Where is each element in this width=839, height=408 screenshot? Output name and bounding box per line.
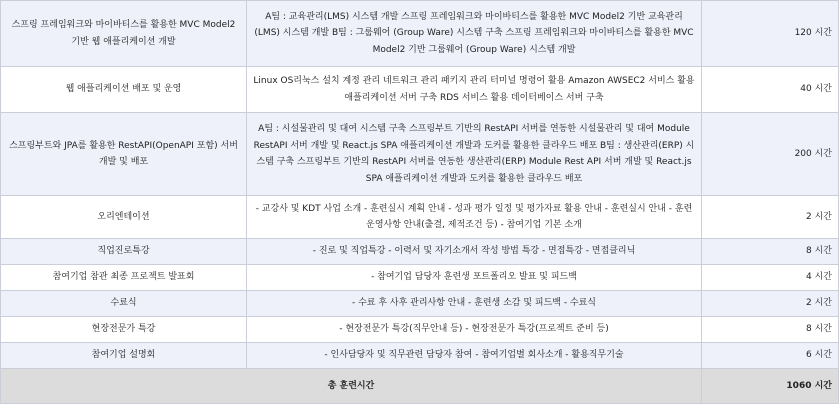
subject-cell: 웹 애플리케이션 배포 및 운영 [1,67,247,113]
total-label: 총 훈련시간 [1,369,702,404]
hours-cell: 200 시간 [702,113,839,196]
description-cell: - 교강사 및 KDT 사업 소개 - 훈련실시 계획 안내 - 성과 평가 일정 및 평가자료 활용 안내 - 훈련실시 안내 - 훈련 운영사항 안내(출결, 제적조건 등) - 참여기업 기본 소개 [247,196,702,239]
table-row [1,113,839,196]
subject-cell: 스프링부트와 JPA를 활용한 RestAPI(OpenAPI 포함) 서버 개발 및 배포 [1,113,247,196]
subject-cell: 참여기업 설명회 [1,343,247,369]
description-cell: - 참여기업 담당자 훈련생 포트폴리오 발표 및 피드백 [247,265,702,291]
table-row [1,67,839,113]
hours-cell: 4 시간 [702,265,839,291]
hours-cell: 2 시간 [702,291,839,317]
total-row [1,369,839,404]
description-cell: - 인사담당자 및 직무관련 담당자 참여 - 참여기업별 회사소개 - 활용직무기술 [247,343,702,369]
table-row [1,265,839,291]
hours-cell: 2 시간 [702,196,839,239]
subject-cell: 수료식 [1,291,247,317]
hours-cell: 120 시간 [702,1,839,67]
subject-cell: 스프링 프레임워크와 마이바티스를 활용한 MVC Model2 기반 웹 애플리케이션 개발 [1,1,247,67]
description-cell: - 진로 및 직업특강 - 이력서 및 자기소개서 작성 방법 특강 - 면접특강 - 면접클리닉 [247,239,702,265]
table-row [1,196,839,239]
hours-cell: 8 시간 [702,239,839,265]
subject-cell: 참여기업 참관 최종 프로젝트 발표회 [1,265,247,291]
subject-cell: 오리엔테이션 [1,196,247,239]
description-cell: A팀 : 교육관리(LMS) 시스템 개발 스프링 프레임워크와 마이바티스를 활용한 MVC Model2 기반 교육관리(LMS) 시스템 개발 B팀 : 그룹웨어 (Group Ware) 시스템 구축 스프링 프레임워크와 마이바티스를 활용한 MVC Model2 기반 그룹웨어 (Group Ware) 시스템 개발 [247,1,702,67]
description-cell: A팀 : 시설물관리 및 대여 시스템 구축 스프링부트 기반의 RestAPI 서버를 연동한 시설물관리 및 대여 Module RestAPI 서버 개발 및 React.js SPA 애플리케이션 개발과 도커를 활용한 클라우드 배포 B팀 : 생산관리(ERP) 시스템 구축 스프링부트 기반의 RestAPI 서버를 연동한 생산관리(ERP) Module Rest API 서버 개발 및 React.js SPA 애플리케이션 개발과 도커를 활용한 클라우드 배포 [247,113,702,196]
total-hours: 1060 시간 [702,369,839,404]
hours-cell: 6 시간 [702,343,839,369]
subject-cell: 직업진로특강 [1,239,247,265]
hours-cell: 40 시간 [702,67,839,113]
table-row [1,239,839,265]
table-row [1,343,839,369]
description-cell: - 현장전문가 특강(직무안내 등) - 현장전문가 특강(프로젝트 준비 등) [247,317,702,343]
table-row [1,291,839,317]
table-row [1,1,839,67]
description-cell: - 수료 후 사후 관리사항 안내 - 훈련생 소감 및 피드백 - 수료식 [247,291,702,317]
table-row [1,317,839,343]
subject-cell: 현장전문가 특강 [1,317,247,343]
description-cell: Linux OS리눅스 설치 계정 관리 네트워크 관리 패키지 관리 터미널 명령어 활용 Amazon AWSEC2 서비스 활용 애플리케이션 서버 구축 RDS 서비스 활용 데이터베이스 서버 구축 [247,67,702,113]
hours-cell: 8 시간 [702,317,839,343]
